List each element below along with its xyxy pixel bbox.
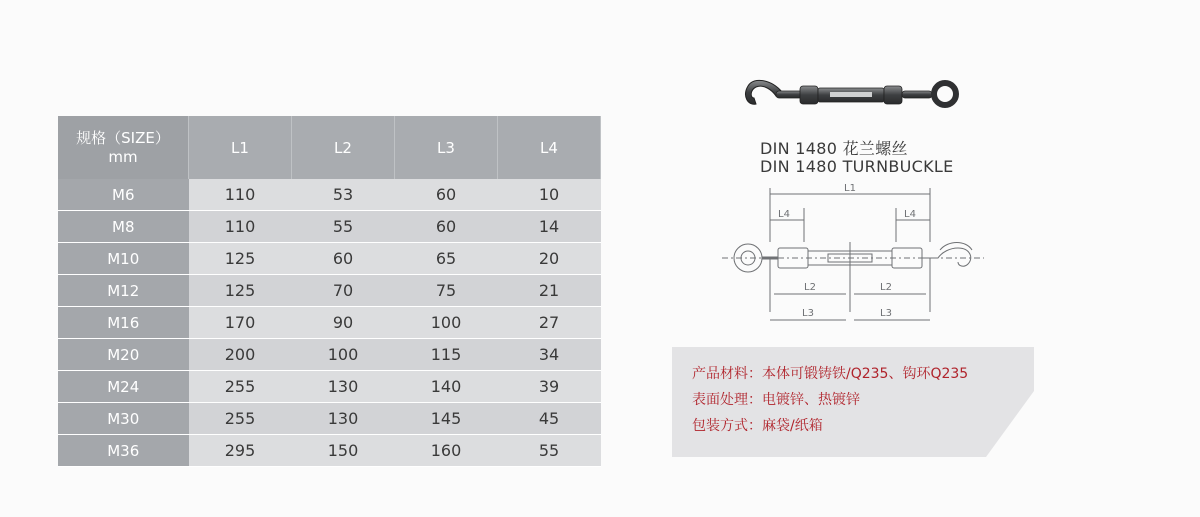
l2-cell: 130: [292, 403, 395, 435]
info-text-block: [692, 361, 968, 439]
l2-cell: 60: [292, 243, 395, 275]
l3-cell: 60: [395, 211, 498, 243]
l4-cell: 10: [498, 179, 601, 211]
table-row: [58, 403, 601, 435]
diagram-label-l2-right: L2: [880, 282, 892, 293]
column-header-l1: L1: [189, 116, 292, 179]
l4-cell: 45: [498, 403, 601, 435]
table-row: [58, 339, 601, 371]
l2-cell: 100: [292, 339, 395, 371]
l4-cell: 14: [498, 211, 601, 243]
l1-cell: 200: [189, 339, 292, 371]
table-row: [58, 243, 601, 275]
l1-cell: 110: [189, 211, 292, 243]
material-text: 产品材料：本体可锻铸铁/Q235、钩环Q235: [692, 366, 969, 382]
table-row: [58, 435, 601, 467]
spec-table: [58, 116, 601, 467]
size-cell: M24: [58, 371, 189, 403]
l1-cell: 110: [189, 179, 292, 211]
size-column-header: [58, 116, 189, 179]
l1-cell: 170: [189, 307, 292, 339]
size-cell: M36: [58, 435, 189, 467]
dimension-diagram: [718, 182, 988, 332]
turnbuckle-photo-icon: [738, 72, 968, 124]
table-row: [58, 275, 601, 307]
l1-cell: 295: [189, 435, 292, 467]
l3-cell: 60: [395, 179, 498, 211]
diagram-label-l4-right: L4: [904, 209, 916, 220]
size-cell: M6: [58, 179, 189, 211]
column-header-l2: L2: [292, 116, 395, 179]
table-header-row: [58, 116, 601, 179]
l2-cell: 53: [292, 179, 395, 211]
l1-cell: 125: [189, 275, 292, 307]
l1-cell: 255: [189, 403, 292, 435]
diagram-label-l3-right: L3: [880, 308, 892, 319]
column-header-l3: L3: [395, 116, 498, 179]
table-row: [58, 179, 601, 211]
l2-cell: 150: [292, 435, 395, 467]
product-title-cn: DIN 1480 花兰螺丝: [760, 139, 908, 158]
l4-cell: 34: [498, 339, 601, 371]
l4-cell: 39: [498, 371, 601, 403]
size-header-label: 规格（SIZE）: [76, 128, 170, 147]
l4-cell: 55: [498, 435, 601, 467]
diagram-label-l4-left: L4: [778, 209, 790, 220]
size-cell: M16: [58, 307, 189, 339]
table-row: [58, 307, 601, 339]
size-cell: M20: [58, 339, 189, 371]
size-cell: M30: [58, 403, 189, 435]
l4-cell: 21: [498, 275, 601, 307]
l2-cell: 70: [292, 275, 395, 307]
column-header-l4: L4: [498, 116, 601, 179]
size-cell: M10: [58, 243, 189, 275]
table-row: [58, 211, 601, 243]
product-title-en: DIN 1480 TURNBUCKLE: [760, 157, 954, 176]
l3-cell: 75: [395, 275, 498, 307]
size-header-unit: mm: [108, 147, 138, 166]
l2-cell: 130: [292, 371, 395, 403]
l4-cell: 20: [498, 243, 601, 275]
l1-cell: 255: [189, 371, 292, 403]
l3-cell: 100: [395, 307, 498, 339]
l1-cell: 125: [189, 243, 292, 275]
table-row: [58, 371, 601, 403]
size-cell: M12: [58, 275, 189, 307]
l3-cell: 140: [395, 371, 498, 403]
surface-treatment-text: 表面处理：电镀锌、热镀锌: [692, 392, 860, 408]
diagram-label-l1: L1: [844, 183, 856, 194]
l3-cell: 65: [395, 243, 498, 275]
l4-cell: 27: [498, 307, 601, 339]
l2-cell: 55: [292, 211, 395, 243]
l3-cell: 115: [395, 339, 498, 371]
size-cell: M8: [58, 211, 189, 243]
packing-text: 包装方式：麻袋/纸箱: [692, 418, 823, 434]
diagram-label-l2-left: L2: [804, 282, 816, 293]
l3-cell: 145: [395, 403, 498, 435]
l2-cell: 90: [292, 307, 395, 339]
l3-cell: 160: [395, 435, 498, 467]
diagram-label-l3-left: L3: [802, 308, 814, 319]
